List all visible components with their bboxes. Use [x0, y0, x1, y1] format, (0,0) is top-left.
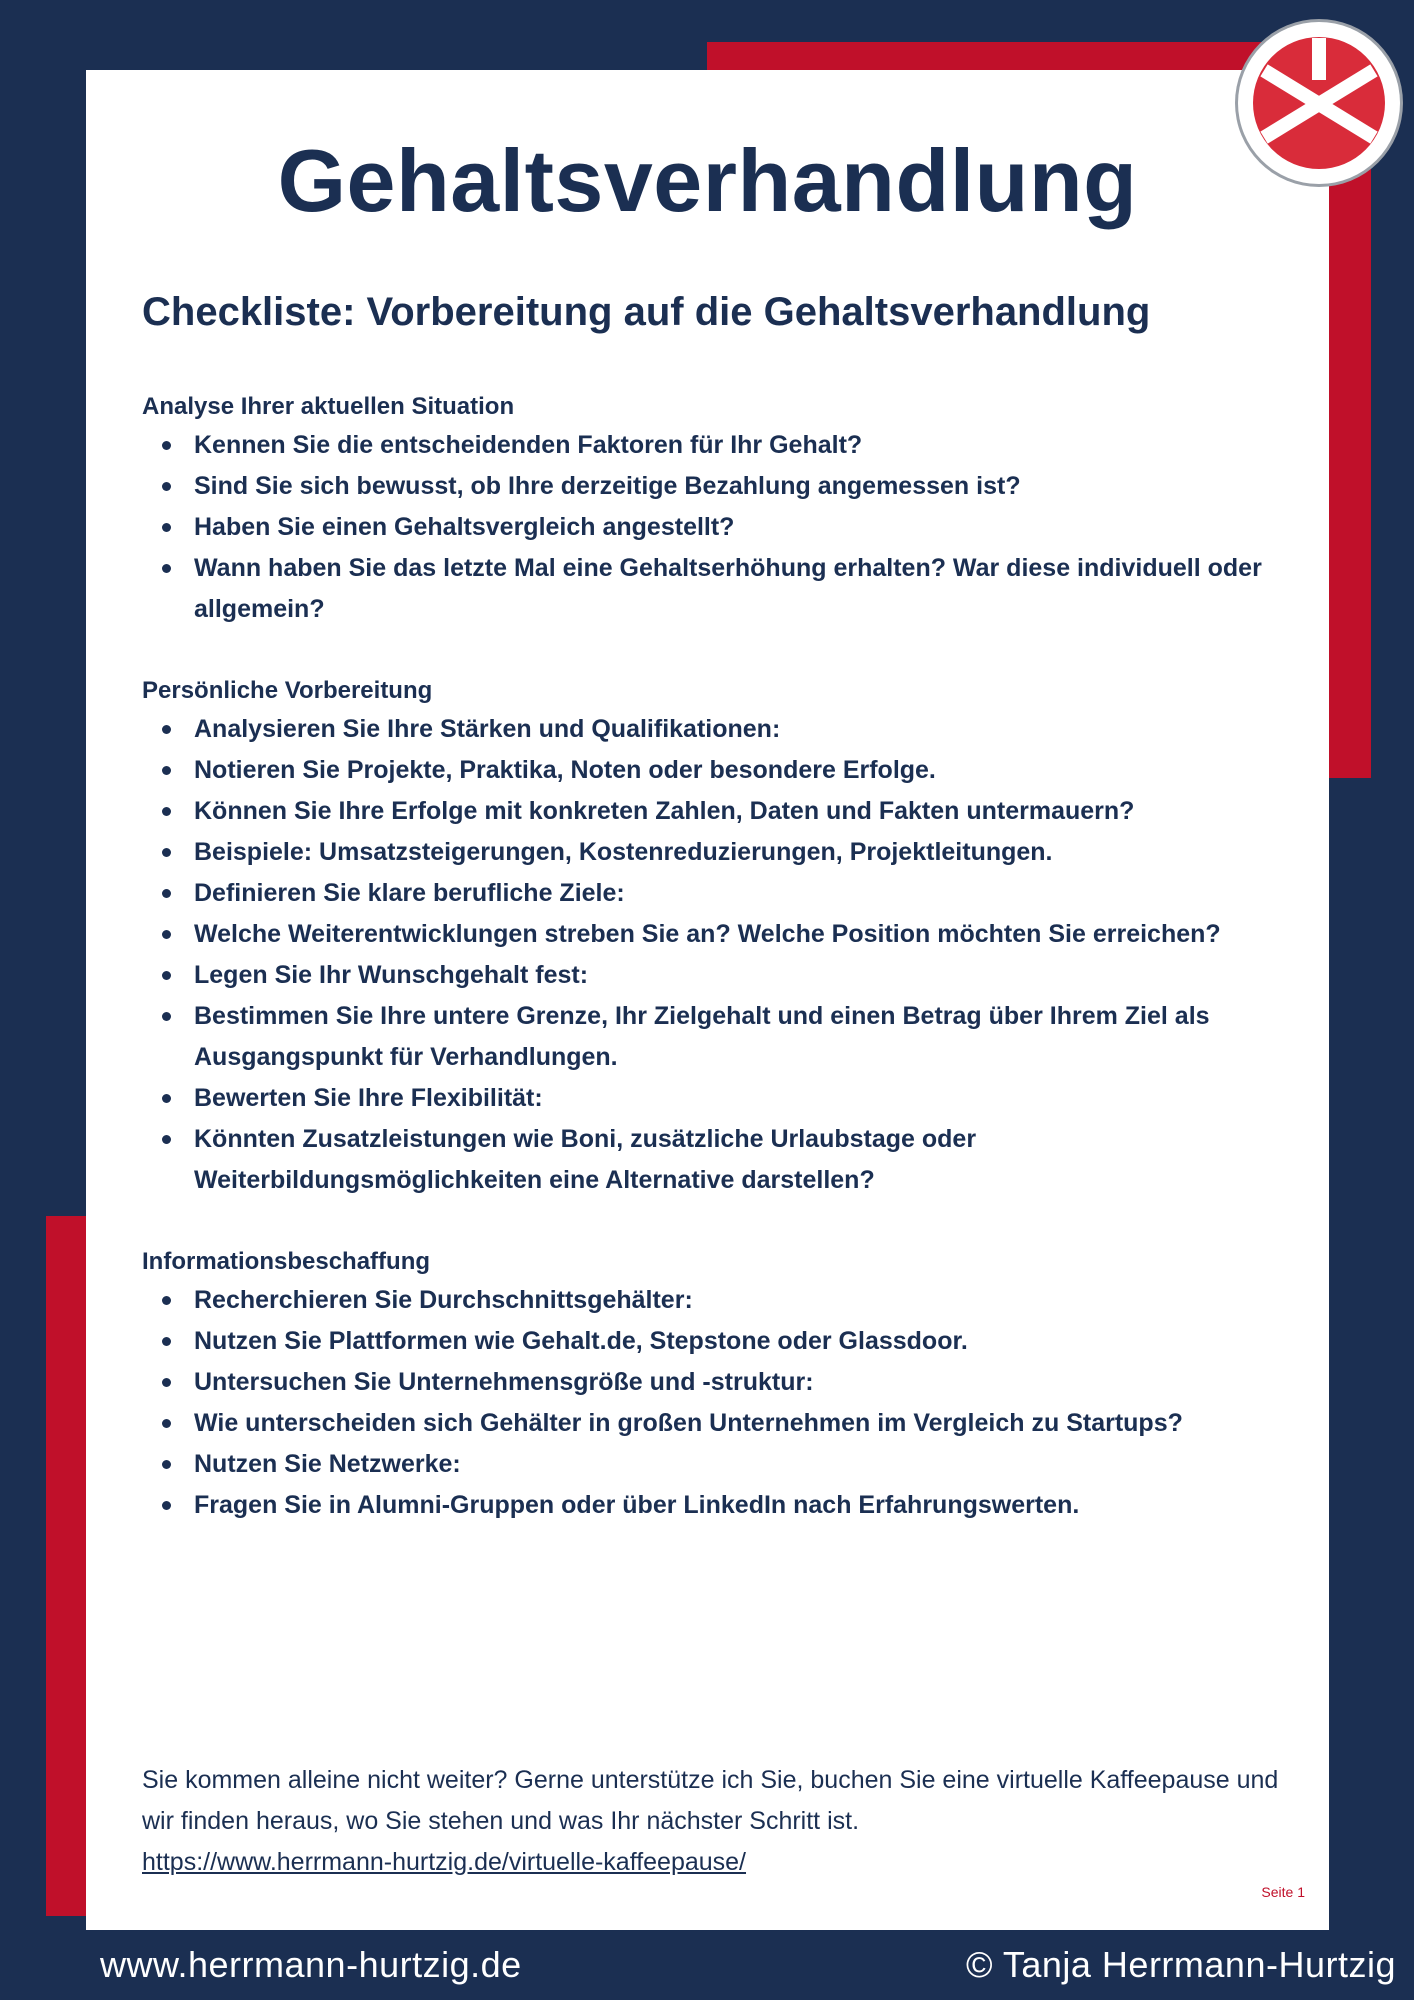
- bullet-icon: [162, 725, 171, 734]
- section-heading: Persönliche Vorbereitung: [142, 677, 433, 704]
- section-analyse: [142, 390, 1282, 630]
- section-informationsbeschaffung: [142, 1245, 1282, 1526]
- bullet-icon: [162, 889, 171, 898]
- bullet-icon: [162, 848, 171, 857]
- list-item: Notieren Sie Projekte, Praktika, Noten oder besondere Erfolge.: [142, 750, 1282, 791]
- bullet-icon: [162, 807, 171, 816]
- bullet-icon: [162, 441, 171, 450]
- list-item: Analysieren Sie Ihre Stärken und Qualifikationen:: [142, 709, 1282, 750]
- bullet-icon: [162, 1012, 171, 1021]
- section-heading: Informationsbeschaffung: [142, 1248, 431, 1275]
- checklist-items: [142, 1280, 1282, 1526]
- list-item: Könnten Zusatzleistungen wie Boni, zusätzliche Urlaubstage oder Weiterbildungsmöglichkeiten eine Alternative darstellen?: [142, 1119, 1282, 1201]
- bullet-icon: [162, 930, 171, 939]
- document-page: [86, 70, 1329, 1930]
- bullet-icon: [162, 564, 171, 573]
- list-item: Definieren Sie klare berufliche Ziele:: [142, 873, 1282, 914]
- list-item: Legen Sie Ihr Wunschgehalt fest:: [142, 955, 1282, 996]
- brand-x-logo-icon: [1238, 22, 1400, 184]
- bullet-icon: [162, 523, 171, 532]
- bullet-icon: [162, 482, 171, 491]
- call-to-action: [142, 1760, 1282, 1883]
- section-heading: Analyse Ihrer aktuellen Situation: [142, 393, 515, 420]
- list-item: Beispiele: Umsatzsteigerungen, Kostenreduzierungen, Projektleitungen.: [142, 832, 1282, 873]
- section-vorbereitung: [142, 674, 1282, 1201]
- bullet-icon: [162, 1135, 171, 1144]
- list-item: Nutzen Sie Plattformen wie Gehalt.de, Stepstone oder Glassdoor.: [142, 1321, 1282, 1362]
- list-item: Nutzen Sie Netzwerke:: [142, 1444, 1282, 1485]
- bullet-icon: [162, 766, 171, 775]
- cta-text: Sie kommen alleine nicht weiter? Gerne unterstütze ich Sie, buchen Sie eine virtuelle Kaffeepause und wir finden heraus, wo Sie stehen und was Ihr nächster Schritt ist.: [142, 1766, 1279, 1835]
- list-item: Haben Sie einen Gehaltsvergleich angestellt?: [142, 507, 1282, 548]
- bullet-icon: [162, 1378, 171, 1387]
- bullet-icon: [162, 1094, 171, 1103]
- bullet-icon: [162, 971, 171, 980]
- bullet-icon: [162, 1501, 171, 1510]
- bullet-icon: [162, 1337, 171, 1346]
- list-item: Kennen Sie die entscheidenden Faktoren für Ihr Gehalt?: [142, 425, 1282, 466]
- list-item: Sind Sie sich bewusst, ob Ihre derzeitige Bezahlung angemessen ist?: [142, 466, 1282, 507]
- list-item: Recherchieren Sie Durchschnittsgehälter:: [142, 1280, 1282, 1321]
- checklist: [142, 390, 1282, 1570]
- bullet-icon: [162, 1460, 171, 1469]
- list-item: Fragen Sie in Alumni-Gruppen oder über LinkedIn nach Erfahrungswerten.: [142, 1485, 1282, 1526]
- checklist-items: [142, 425, 1282, 630]
- list-item: Untersuchen Sie Unternehmensgröße und -struktur:: [142, 1362, 1282, 1403]
- page-subtitle: Checkliste: Vorbereitung auf die Gehaltsverhandlung: [142, 290, 1151, 334]
- list-item: Bestimmen Sie Ihre untere Grenze, Ihr Zielgehalt und einen Betrag über Ihrem Ziel als Ausgangspunkt für Verhandlungen.: [142, 996, 1282, 1078]
- list-item: Bewerten Sie Ihre Flexibilität:: [142, 1078, 1282, 1119]
- list-item: Können Sie Ihre Erfolge mit konkreten Zahlen, Daten und Fakten untermauern?: [142, 791, 1282, 832]
- footer-website[interactable]: www.herrmann-hurtzig.de: [100, 1944, 522, 1985]
- checklist-items: [142, 709, 1282, 1201]
- page-title: Gehaltsverhandlung: [277, 131, 1138, 230]
- bullet-icon: [162, 1296, 171, 1305]
- list-item: Wie unterscheiden sich Gehälter in großen Unternehmen im Vergleich zu Startups?: [142, 1403, 1282, 1444]
- decor-red-bar-left: [46, 1216, 86, 1916]
- page-number: Seite 1: [1261, 1884, 1305, 1900]
- bullet-icon: [162, 1419, 171, 1428]
- list-item: Wann haben Sie das letzte Mal eine Gehaltserhöhung erhalten? War diese individuell oder allgemein?: [142, 548, 1282, 630]
- list-item: Welche Weiterentwicklungen streben Sie an? Welche Position möchten Sie erreichen?: [142, 914, 1282, 955]
- cta-link[interactable]: https://www.herrmann-hurtzig.de/virtuelle-kaffeepause/: [142, 1848, 747, 1876]
- footer-copyright: © Tanja Herrmann-Hurtzig: [965, 1944, 1396, 1985]
